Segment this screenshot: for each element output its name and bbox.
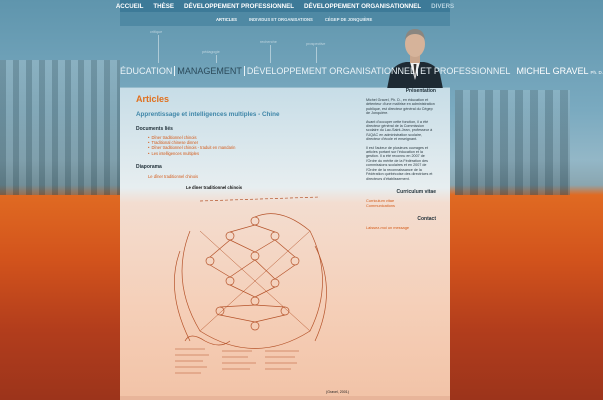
diapo-link[interactable]: Le dîner traditionnel chinois bbox=[148, 173, 199, 179]
portrait-image bbox=[380, 22, 450, 94]
nav-item-divers[interactable]: DIVERS bbox=[431, 2, 455, 10]
cv-link[interactable]: Curriculum vitae bbox=[366, 197, 395, 203]
banner-name: MICHEL GRAVEL bbox=[516, 65, 589, 76]
contact-link[interactable]: Laissez-moi un message bbox=[366, 225, 410, 231]
nav-item-developpement-organisationnel[interactable]: DÉVELOPPEMENT ORGANISATIONNEL bbox=[304, 2, 422, 10]
panel-bottom bbox=[120, 396, 450, 400]
city-photo-left bbox=[0, 60, 120, 195]
figure-credit: (Gravel, 2001) bbox=[326, 390, 349, 394]
presentation-text: Il est l'auteur de plusieurs ouvrages et articles portant sur l'éducation et la gestion. Il a été reconnu en 2007 de l'Ordre du mérite de la Fédération des commissions scolaires et en 2007 de l'Ordre de la reconnaissance de la Fédération québécoise des directrices et directeurs d'établissement. bbox=[366, 145, 433, 181]
doc-link[interactable]: • Dîner traditionnel chinois - traduit en mandarin bbox=[148, 145, 351, 150]
floating-word: critique bbox=[150, 30, 163, 34]
handwritten-diagram-image bbox=[160, 191, 340, 381]
presentation-text: Michel Gravel, Ph. D., en éducation et détenteur d'une maîtrise en administration publique, est directeur général du Cégep de Jonquière. bbox=[366, 98, 435, 116]
diapo-heading: Diaporama bbox=[136, 163, 162, 170]
communications-link[interactable]: Communications bbox=[366, 202, 395, 208]
header-banner bbox=[120, 63, 603, 78]
doc-link[interactable]: • Traditional chinese dinner bbox=[148, 140, 351, 145]
doc-link[interactable]: • Dîner traditionnel chinois bbox=[148, 135, 351, 140]
top-nav bbox=[115, 0, 455, 12]
nav-item-accueil[interactable]: ACCUEIL bbox=[115, 2, 144, 10]
page-title: Articles bbox=[136, 94, 170, 104]
city-photo-right bbox=[455, 90, 570, 195]
subnav-item-articles[interactable]: ARTICLES bbox=[216, 16, 237, 22]
figure-title: Le dîner traditionnel chinois bbox=[186, 185, 243, 190]
banner-developpement: DÉVELOPPEMENT ORGANISATIONNEL bbox=[246, 65, 416, 76]
content-panel bbox=[120, 88, 450, 400]
floating-word: pédagogie bbox=[202, 50, 220, 54]
presentation-text: Avant d'occuper cette fonction, il a été directeur général de la Commission scolaire du Lac-Saint-Jean, professeur à l'UQAC en administration scolaire, directeur d'école et enseignant. bbox=[366, 119, 433, 142]
floating-word: prospective bbox=[306, 42, 326, 46]
banner-professionnel: ET PROFESSIONNEL bbox=[420, 65, 511, 76]
banner-education: ÉDUCATION bbox=[120, 65, 173, 76]
docs-list bbox=[148, 135, 351, 156]
sidebar bbox=[366, 88, 436, 231]
article-subtitle: Apprentissage et intelligences multiples - Chine bbox=[136, 111, 280, 118]
banner-suffix: Ph. D. bbox=[590, 70, 603, 75]
presentation-heading: Présentation bbox=[405, 88, 436, 94]
cv-heading: Curriculum vitae bbox=[396, 188, 436, 195]
banner-management: MANAGEMENT bbox=[177, 65, 242, 76]
subnav-item-individus[interactable]: INDIVIDUS ET ORGANISATIONS bbox=[248, 16, 313, 22]
docs-heading: Documents liés bbox=[136, 126, 173, 132]
doc-link[interactable]: • Les intelligences multiples bbox=[148, 151, 351, 156]
nav-item-developpement-professionnel[interactable]: DÉVELOPPEMENT PROFESSIONNEL bbox=[183, 2, 294, 10]
floating-word: recherche bbox=[260, 40, 277, 44]
subnav-item-cegep[interactable]: CÉGEP DE JONQUIÈRE bbox=[324, 16, 373, 22]
contact-heading: Contact bbox=[417, 216, 436, 223]
main-content bbox=[136, 94, 351, 179]
nav-item-these[interactable]: THÈSE bbox=[153, 2, 174, 10]
